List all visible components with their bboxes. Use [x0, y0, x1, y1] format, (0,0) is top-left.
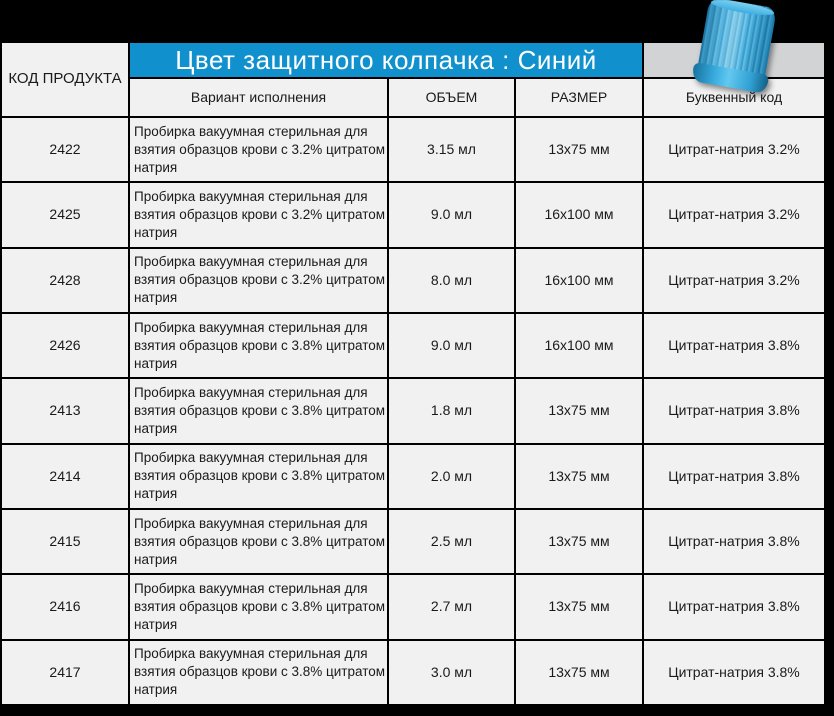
size-cell: 13x75 мм [516, 510, 642, 573]
volume-cell: 1.8 мл [389, 379, 514, 442]
letter-code-cell: Цитрат-натрия 3.2% [644, 183, 824, 246]
letter-code-cell: Цитрат-натрия 3.8% [644, 314, 824, 377]
letter-code-cell: Цитрат-натрия 3.8% [644, 510, 824, 573]
variant-cell: Пробирка вакуумная стерильная для взятия образцов крови с 3.8% цитратом натрия [130, 641, 387, 704]
product-code-cell: 2416 [2, 575, 128, 638]
letter-code-cell: Цитрат-натрия 3.8% [644, 445, 824, 508]
variant-cell: Пробирка вакуумная стерильная для взятия образцов крови с 3.8% цитратом натрия [130, 510, 387, 573]
product-code-cell: 2428 [2, 249, 128, 312]
letter-code-cell: Цитрат-натрия 3.8% [644, 379, 824, 442]
variant-cell: Пробирка вакуумная стерильная для взятия образцов крови с 3.8% цитратом натрия [130, 445, 387, 508]
variant-cell: Пробирка вакуумная стерильная для взятия образцов крови с 3.8% цитратом натрия [130, 575, 387, 638]
product-code-cell: 2413 [2, 379, 128, 442]
size-cell: 13x75 мм [516, 445, 642, 508]
size-cell: 13x75 мм [516, 379, 642, 442]
variant-cell: Пробирка вакуумная стерильная для взятия образцов крови с 3.2% цитратом натрия [130, 118, 387, 181]
product-code-cell: 2426 [2, 314, 128, 377]
product-code-cell: 2417 [2, 641, 128, 704]
volume-cell: 3.15 мл [389, 118, 514, 181]
variant-cell: Пробирка вакуумная стерильная для взятия образцов крови с 3.8% цитратом натрия [130, 379, 387, 442]
column-header-letter-code: Буквенный код [644, 79, 824, 116]
size-cell: 13x75 мм [516, 575, 642, 638]
variant-cell: Пробирка вакуумная стерильная для взятия образцов крови с 3.8% цитратом натрия [130, 314, 387, 377]
letter-code-cell: Цитрат-натрия 3.2% [644, 249, 824, 312]
letter-code-cell: Цитрат-натрия 3.8% [644, 641, 824, 704]
letter-code-cell: Цитрат-натрия 3.2% [644, 118, 824, 181]
product-code-cell: 2425 [2, 183, 128, 246]
letter-code-cell: Цитрат-натрия 3.8% [644, 575, 824, 638]
size-cell: 13x75 мм [516, 641, 642, 704]
product-code-cell: 2415 [2, 510, 128, 573]
size-cell: 13x75 мм [516, 118, 642, 181]
volume-cell: 2.0 мл [389, 445, 514, 508]
size-cell: 16x100 мм [516, 249, 642, 312]
volume-cell: 2.7 мл [389, 575, 514, 638]
column-header-volume: ОБЪЕМ [389, 79, 514, 116]
volume-cell: 8.0 мл [389, 249, 514, 312]
product-code-cell: 2422 [2, 118, 128, 181]
products-table [0, 41, 826, 706]
column-header-size: РАЗМЕР [516, 79, 642, 116]
volume-cell: 3.0 мл [389, 641, 514, 704]
cap-color-title-bar: Цвет защитного колпачка : Синий [130, 43, 642, 77]
product-code-cell: 2414 [2, 445, 128, 508]
column-header-variant: Вариант исполнения [130, 79, 387, 116]
size-cell: 16x100 мм [516, 183, 642, 246]
variant-cell: Пробирка вакуумная стерильная для взятия образцов крови с 3.2% цитратом натрия [130, 249, 387, 312]
size-cell: 16x100 мм [516, 314, 642, 377]
volume-cell: 9.0 мл [389, 183, 514, 246]
variant-cell: Пробирка вакуумная стерильная для взятия образцов крови с 3.2% цитратом натрия [130, 183, 387, 246]
volume-cell: 2.5 мл [389, 510, 514, 573]
product-code-column-header: КОД ПРОДУКТА [2, 43, 128, 116]
volume-cell: 9.0 мл [389, 314, 514, 377]
blue-cap-icon [695, 0, 777, 93]
